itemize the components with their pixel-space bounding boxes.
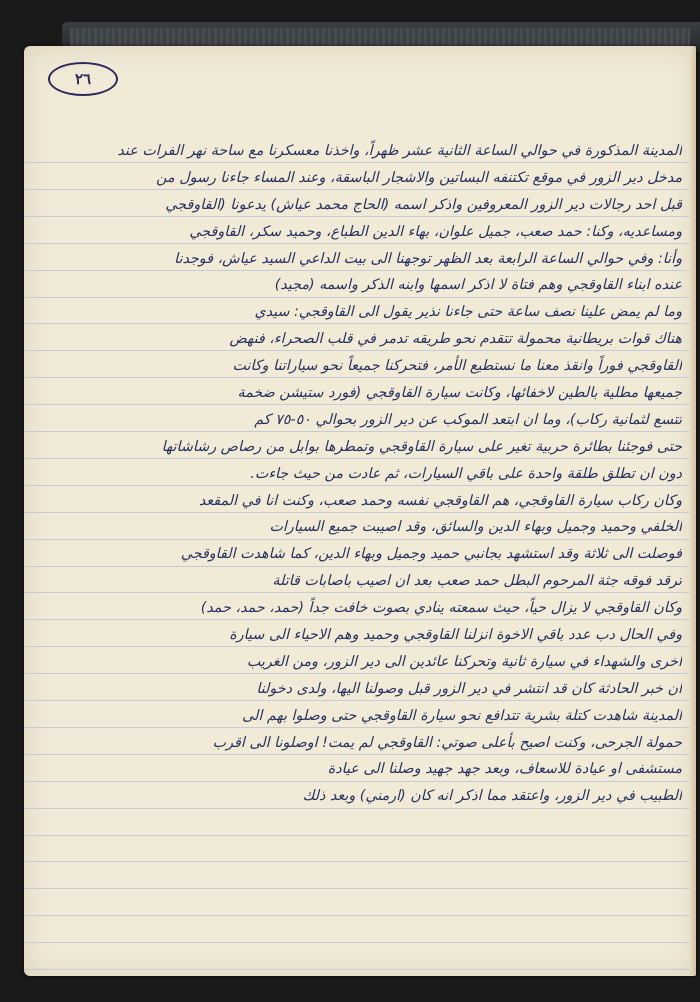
- page-number: ٢٦: [48, 62, 118, 96]
- ruled-line: [24, 942, 690, 943]
- text-line: اخرى والشهداء في سيارة ثانية وتحركنا عائدين الى دير الزور، ومن الغريب: [246, 653, 682, 670]
- text-line: حتى فوجئنا بطائرة حربية تغير على سيارة القاوقجي وتمطرها بوابل من رصاص رشاشاتها: [161, 438, 682, 455]
- text-line: وكان القاوقجي لا يزال حياً، حيث سمعته ينادي بصوت خافت جداً (حمد، حمد، حمد): [200, 600, 682, 617]
- text-line: الطبيب في دير الزور، واعتقد مما اذكر انه كان (ارمني) وبعد ذلك: [302, 788, 682, 805]
- text-line: ان خبر الحادثة كان قد انتشر في دير الزور قبل وصولنا اليها، ولدى دخولنا: [256, 680, 682, 697]
- text-line: تتسع لثمانية ركاب)، وما ان ابتعد الموكب عن دير الزور بحوالي ٥٠-٧٥ كم: [254, 411, 682, 428]
- handwritten-page: [24, 46, 696, 976]
- text-line: وأنا: وفي حوالي الساعة الرابعة بعد الظهر توجهنا الى بيت الداعي السيد عياش، فوجدنا: [174, 250, 682, 267]
- text-line: مدخل دير الزور في موقع تكتنفه البساتين والاشجار الباسقة، وعند المساء جاءنا رسول من: [156, 169, 682, 186]
- ruled-line: [24, 861, 690, 862]
- ruled-line: [24, 835, 690, 836]
- text-line: الخلفي وحميد وجميل وبهاء الدين والسائق، وقد اصيبت جميع السيارات: [269, 519, 682, 536]
- text-line: حمولة الجرحى، وكنت اصيح بأعلى صوتي: القاوقجي لم يمت! اوصلونا الى اقرب: [212, 734, 682, 751]
- text-line: وكان ركاب سيارة القاوقجي، هم القاوقجي نفسه وحمد صعب، وكنت انا في المقعد: [198, 492, 682, 509]
- ruled-line: [24, 969, 690, 970]
- text-line: مستشفى او عيادة للاسعاف، وبعد جهد جهيد وصلنا الى عيادة: [327, 761, 682, 778]
- ruled-line: [24, 888, 690, 889]
- text-line: المدينة المذكورة في حوالي الساعة الثانية عشر ظهراً، واخذنا معسكرنا مع ساحة نهر الفرات عند: [117, 143, 682, 159]
- text-line: ترقد فوقه جثة المرحوم البطل حمد صعب بعد ان اصيب باصابات قاتلة: [272, 573, 682, 590]
- text-line: القاوقجي فوراً وانقذ معنا ما نستطيع الأمر، فتحركنا جميعاً نحو سياراتنا وكانت: [232, 358, 682, 375]
- text-line: هناك قوات بريطانية محمولة تتقدم نحو طريقه تدمر في قلب الصحراء، فنهض: [229, 331, 682, 348]
- ruled-line: [24, 915, 690, 916]
- text-line: وفي الحال دب عدد باقي الاخوة انزلنا القاوقجي وحميد وهم الاحياء الى سيارة: [229, 627, 682, 644]
- text-line: جميعها مطلية بالطين لاخفائها، وكانت سيارة القاوقجي (فورد ستيشن ضخمة: [237, 385, 682, 402]
- page-edge: [690, 46, 696, 976]
- text-line: دون ان تطلق طلقة واحدة على باقي السيارات، ثم عادت من حيث جاءت.: [250, 465, 682, 482]
- text-line: وما لم يمض علينا نصف ساعة حتى جاءنا نذير يقول الى القاوقجي: سيدي: [254, 304, 682, 321]
- text-line: قبل احد رجالات دير الزور المعروفين واذكر اسمه (الحاج محمد عياش) يدعونا (القاوقجي: [165, 196, 682, 213]
- handwritten-text-block: [46, 138, 682, 810]
- notebook-binding-tape: [70, 28, 690, 46]
- text-line: ومساعديه، وكنا: حمد صعب، جميل علوان، بهاء الدين الطباع، وحميد سكر، القاوقجي: [189, 223, 682, 240]
- text-line: المدينة شاهدت كتلة بشرية تتدافع نحو سيارة القاوقجي حتى وصلوا بهم الى: [242, 707, 682, 724]
- text-line: عنده ابناء القاوقجي وهم فتاة لا اذكر اسمها وابنه الذكر واسمه (مجيد): [274, 277, 682, 294]
- text-line: فوصلت الى ثلاثة وقد استشهد بجانبي حميد وجميل وبهاء الدين، كما شاهدت القاوقجي: [180, 546, 682, 563]
